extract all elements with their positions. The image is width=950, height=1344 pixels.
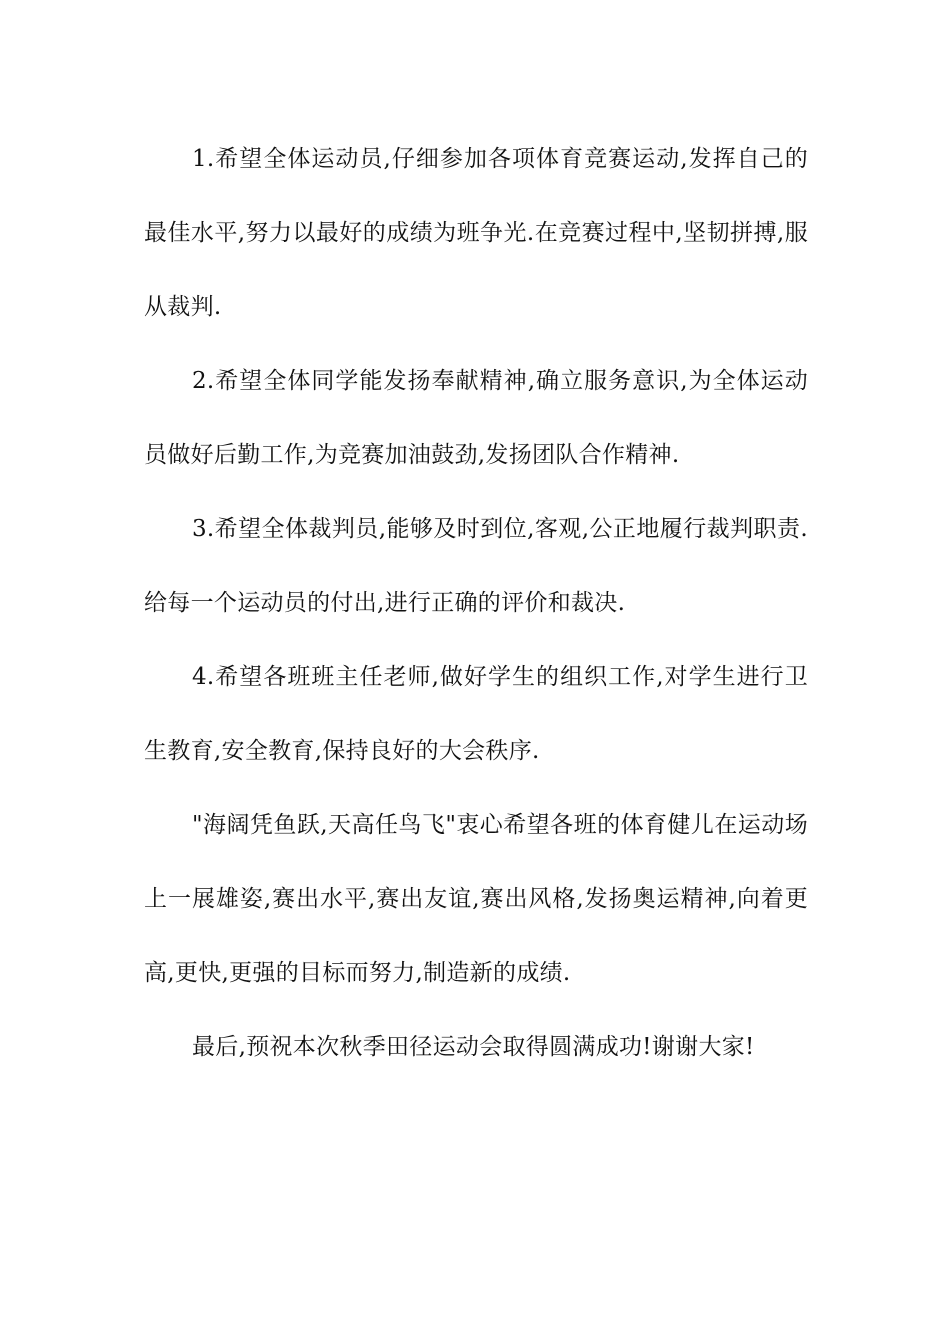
paragraph-teachers: 4.希望各班班主任老师,做好学生的组织工作,对学生进行卫生教育,安全教育,保持良好的大会秩序. [144,664,808,764]
paragraph-closing: 最后,预祝本次秋季田径运动会取得圆满成功!谢谢大家! [192,1034,755,1060]
paragraph-athletes: 1.希望全体运动员,仔细参加各项体育竞赛运动,发挥自己的最佳水平,努力以最好的成绩为班争光.在竞赛过程中,坚韧拼搏,服从裁判. [144,146,808,320]
paragraph-students: 2.希望全体同学能发扬奉献精神,确立服务意识,为全体运动员做好后勤工作,为竞赛加油鼓劲,发扬团队合作精神. [144,368,808,468]
paragraph-wishes: "海阔凭鱼跃,天高任鸟飞"衷心希望各班的体育健儿在运动场上一展雄姿,赛出水平,赛出友谊,赛出风格,发扬奥运精神,向着更高,更快,更强的目标而努力,制造新的成绩. [144,812,808,986]
paragraph-referees: 3.希望全体裁判员,能够及时到位,客观,公正地履行裁判职责.给每一个运动员的付出,进行正确的评价和裁决. [144,516,808,616]
document-body [144,122,808,1084]
